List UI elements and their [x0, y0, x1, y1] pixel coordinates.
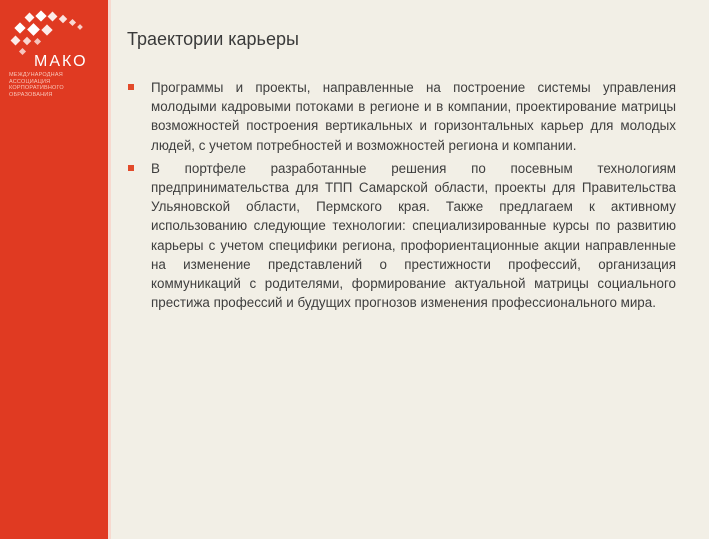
slide-title: Траектории карьеры — [127, 29, 299, 49]
bullet-text: Программы и проекты, направленные на построение системы управления молодыми кадровыми потоками в регионе и в компании, проектирование матрицы возможностей построения вертикальных и горизонтальных карьер для молодых людей, с учетом потребностей и возможностей региона и компании. — [151, 80, 676, 153]
logo-text: МАКО — [34, 53, 88, 70]
bullet-text: В портфеле разработанные решения по посевным технологиям предпринимательства для ТПП Самарской области, проекты для Правительства Ульяновской области, Пермского края. Также предлагаем к активному использованию следующие технологии: специализированные курсы по развитию карьеры с учетом специфики региона, профориентационные акции направленные на изменение представлений о престижности профессий, организация коммуникаций с родителями, формирование актуальной матрицы социального престижа профессий и будущих прогнозов изменения профессионального мира. — [151, 160, 676, 311]
bullet-item — [128, 159, 676, 313]
square-bullet-icon — [128, 84, 134, 90]
square-bullet-icon — [128, 165, 134, 171]
logo-subtitle: МЕЖДУНАРОДНАЯ АССОЦИАЦИЯ КОРПОРАТИВНОГО ОБРАЗОВАНИЯ — [9, 72, 64, 98]
sidebar-divider — [108, 0, 111, 539]
bullet-list — [128, 78, 676, 312]
bullet-item — [128, 78, 676, 155]
sidebar — [0, 0, 108, 539]
